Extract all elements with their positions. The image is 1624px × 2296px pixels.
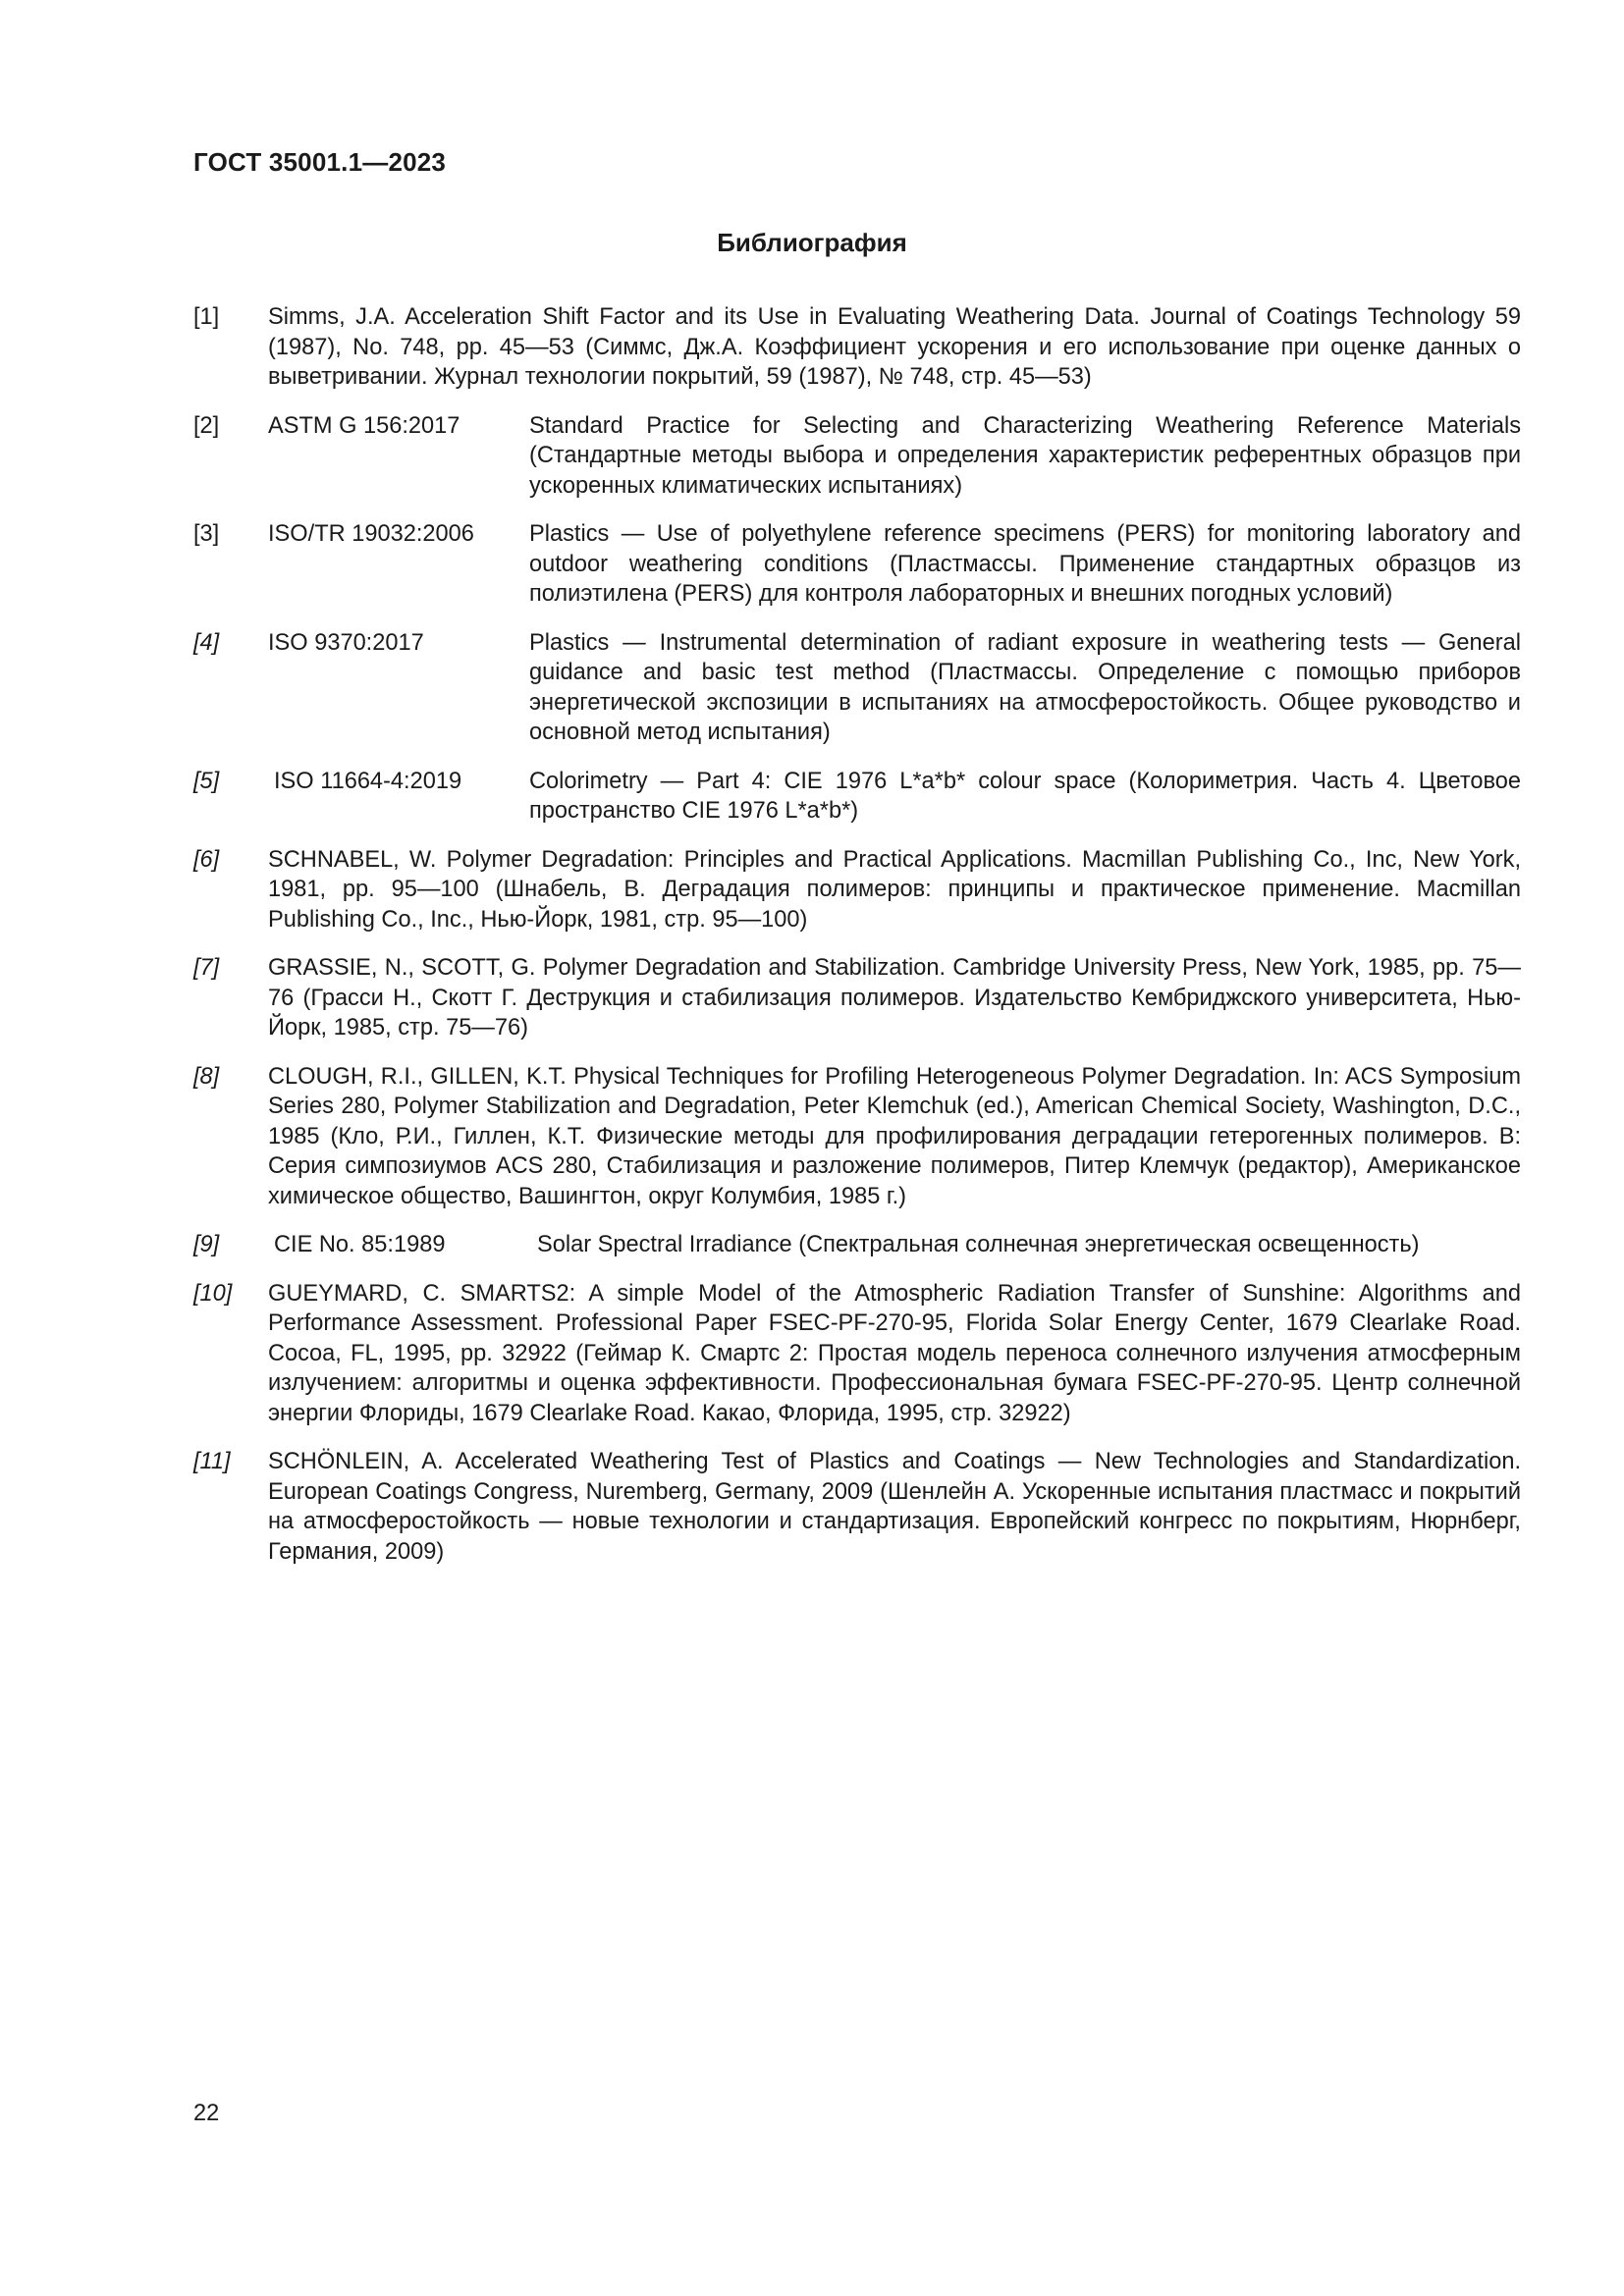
bibliography-entry [193,302,1521,393]
entry-text: Solar Spectral Irradiance (Спектральная солнечная энергетическая освещенность) [537,1232,1420,1257]
bibliography-entry [193,953,1521,1043]
bibliography-entry [193,628,1521,748]
page-title: Библиография [717,228,907,257]
entry-text: CLOUGH, R.I., GILLEN, K.T. Physical Techniques for Profiling Heterogeneous Polymer Degradation. In: ACS Symposium Series 280, Polymer Stabilization and Degradation, Peter Klemchuk (ed.), American Chemical Society, Washington, D.C., 1985 (Кло, Р.И., Гиллен, К.Т. Физические методы для профилирования деградации гетерогенных полимеров. В: Серия симпозиумов ACS 280, Стабилизация и разложение полимеров, Питер Клемчук (редактор), Американское химическое общество, Вашингтон, округ Колумбия, 1985 г.) [268,1063,1521,1209]
entry-number: [1] [193,304,220,330]
entry-standard-code: ISO 9370:2017 [268,629,424,656]
bibliography-entry [193,1279,1521,1429]
entry-number: [11] [193,1449,231,1474]
entry-number: [7] [193,955,220,981]
bibliography-entry [193,1062,1521,1212]
entry-text: SCHNABEL, W. Polymer Degradation: Principles and Practical Applications. Macmillan Publishing Co., Inc, New York, 1981, pp. 95—100 (Шнабель, В. Деградация полимеров: принципы и практическое применение. Macmillan Publishing Co., Inc., Нью-Йорк, 1981, стр. 95—100) [268,846,1521,933]
bibliography-entry [193,519,1521,610]
entry-number: [10] [193,1280,233,1307]
entry-text: Colorimetry — Part 4: CIE 1976 L*a*b* colour space (Колориметрия. Часть 4. Цветовое пространство CIE 1976 L*a*b*) [529,768,1521,824]
bibliography-entry [193,1447,1521,1567]
bibliography-entry [193,845,1521,935]
entry-number: [6] [193,846,220,873]
bibliography-entry [193,767,1521,827]
bibliography-list [193,302,1521,1585]
entry-text: GRASSIE, N., SCOTT, G. Polymer Degradation and Stabilization. Cambridge University Press, New York, 1985, pp. 75—76 (Грасси Н., Скотт Г. Деструкция и стабилизация полимеров. Издательство Кембриджского университета, Нью-Йорк, 1985, стр. 75—76) [268,955,1521,1041]
entry-number: [4] [193,629,220,656]
bibliography-entry [193,411,1521,502]
page-number: 22 [193,2101,220,2126]
entry-text: Standard Practice for Selecting and Characterizing Weathering Reference Materials (Стандартные методы выбора и определения характеристик референтных образцов при ускоренных климатических испытаниях) [529,412,1521,499]
entry-standard-code: ISO/TR 19032:2006 [268,521,474,547]
entry-text: Simms, J.A. Acceleration Shift Factor and its Use in Evaluating Weathering Data. Journal of Coatings Technology 59 (1987), No. 748, pp. 45—53 (Симмс, Дж.А. Коэффициент ускорения и его использование при оценке данных о выветривании. Журнал технологии покрытий, 59 (1987), № 748, стр. 45—53) [268,304,1521,390]
entry-standard-code: ISO 11664-4:2019 [274,768,462,794]
entry-standard-code: ASTM G 156:2017 [268,412,460,439]
entry-number: [5] [193,768,220,794]
entry-number: [8] [193,1063,220,1090]
bibliography-entry [193,1230,1521,1260]
entry-number: [2] [193,412,220,439]
entry-text: Plastics — Instrumental determination of radiant exposure in weathering tests — General guidance and basic test method (Пластмассы. Определение с помощью приборов энергетической экспозиции в испытаниях на атмосферостойкость. Общее руководство и основной метод испытания) [529,629,1521,745]
entry-number: [3] [193,521,220,547]
entry-standard-code: CIE No. 85:1989 [274,1232,446,1257]
entry-text: Plastics — Use of polyethylene reference specimens (PERS) for monitoring laboratory and outdoor weathering conditions (Пластмассы. Применение стандартных образцов из полиэтилена (PERS) для контроля лабораторных и внешних погодных условий) [529,521,1521,607]
entry-text: SCHÖNLEIN, A. Accelerated Weathering Test of Plastics and Coatings — New Technologies and Standardization. European Coatings Congress, Nuremberg, Germany, 2009 (Шенлейн А. Ускоренные испытания пластмасс и покрытий на атмосферостойкость — новые технологии и стандартизация. Европейский конгресс по покрытиям, Нюрнберг, Германия, 2009) [268,1449,1521,1565]
entry-number: [9] [193,1232,220,1257]
entry-text: GUEYMARD, C. SMARTS2: A simple Model of the Atmospheric Radiation Transfer of Sunshine: Algorithms and Performance Assessment. Professional Paper FSEC-PF-270-95, Florida Solar Energy Center, 1679 Clearlake Road. Cocoa, FL, 1995, pp. 32922 (Геймар К. Смартс 2: Простая модель переноса солнечного излучения атмосферным излучением: алгоритмы и оценка эффективности. Профессиональная бумага FSEC-PF-270-95. Центр солнечной энергии Флориды, 1679 Clearlake Road. Какао, Флорида, 1995, стр. 32922) [268,1280,1521,1426]
document-header: ГОСТ 35001.1—2023 [193,147,447,177]
